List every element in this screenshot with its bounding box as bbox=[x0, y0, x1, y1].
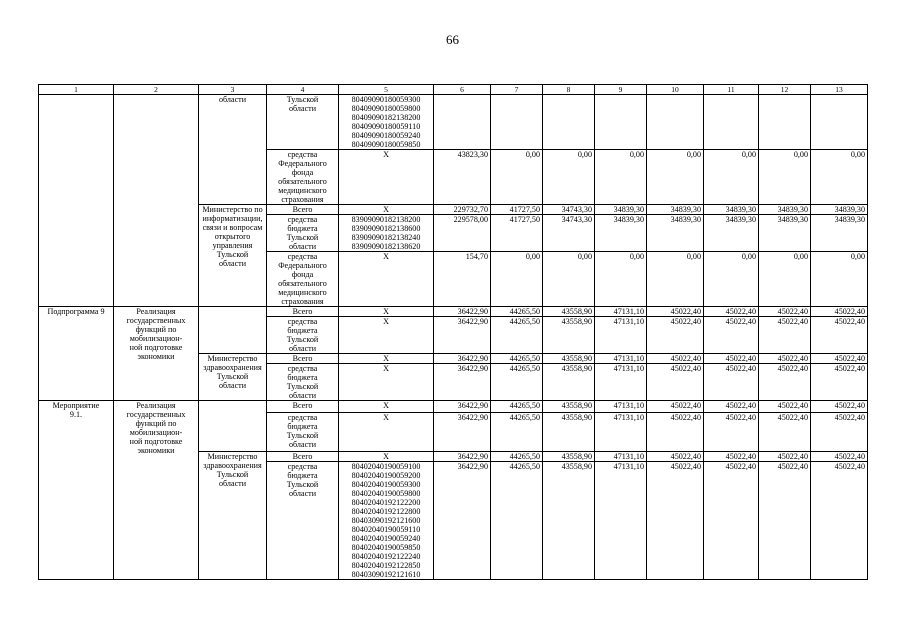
value-cell: 45022,40 bbox=[647, 307, 704, 317]
value-cell: 43558,90 bbox=[543, 462, 595, 580]
value-cell: 34839,30 bbox=[811, 205, 868, 215]
value-cell: 45022,40 bbox=[759, 317, 811, 354]
value-cell: 47131,10 bbox=[595, 401, 647, 413]
value-cell: 45022,40 bbox=[647, 364, 704, 401]
col-header: 2 bbox=[114, 85, 199, 95]
value-cell: 154,70 bbox=[434, 252, 491, 307]
kbk-cell: 83909090182138200 83909090182138600 83909090182138240 83909090182138620 bbox=[339, 215, 434, 252]
value-cell: 34743,30 bbox=[543, 215, 595, 252]
value-cell: 34839,30 bbox=[595, 215, 647, 252]
value-cell: 44265,50 bbox=[491, 452, 543, 462]
name-cell bbox=[114, 95, 199, 307]
source-cell: средства бюджета Тульской области bbox=[267, 413, 339, 452]
value-cell: 45022,40 bbox=[704, 452, 759, 462]
value-cell: 229578,00 bbox=[434, 215, 491, 252]
value-cell: 45022,40 bbox=[811, 401, 868, 413]
kbk-cell: X bbox=[339, 252, 434, 307]
value-cell: 36422,90 bbox=[434, 452, 491, 462]
program-cell: Мероприятие 9.1. bbox=[39, 401, 114, 580]
value-cell bbox=[491, 95, 543, 150]
value-cell: 34839,30 bbox=[759, 205, 811, 215]
col-header: 10 bbox=[647, 85, 704, 95]
value-cell: 44265,50 bbox=[491, 307, 543, 317]
value-cell: 43558,90 bbox=[543, 413, 595, 452]
source-cell: средства бюджета Тульской области bbox=[267, 462, 339, 580]
value-cell: 45022,40 bbox=[759, 364, 811, 401]
value-cell: 45022,40 bbox=[704, 317, 759, 354]
value-cell: 229732,70 bbox=[434, 205, 491, 215]
program-cell: Подпрограмма 9 bbox=[39, 307, 114, 401]
value-cell: 47131,10 bbox=[595, 307, 647, 317]
kbk-cell: X bbox=[339, 205, 434, 215]
value-cell: 45022,40 bbox=[811, 307, 868, 317]
value-cell: 45022,40 bbox=[647, 354, 704, 364]
value-cell: 45022,40 bbox=[647, 317, 704, 354]
source-cell: Всего bbox=[267, 354, 339, 364]
col-header: 13 bbox=[811, 85, 868, 95]
executor-cell: Министерство здравоохранения Тульской области bbox=[199, 452, 267, 580]
value-cell: 45022,40 bbox=[811, 462, 868, 580]
kbk-cell: 80409090180059300 80409090180059800 80409090182138200 80409090180059110 80409090180059240 80409090180059850 bbox=[339, 95, 434, 150]
value-cell bbox=[647, 95, 704, 150]
value-cell: 34839,30 bbox=[647, 205, 704, 215]
value-cell: 45022,40 bbox=[759, 354, 811, 364]
value-cell: 41727,50 bbox=[491, 205, 543, 215]
value-cell: 45022,40 bbox=[811, 452, 868, 462]
value-cell: 36422,90 bbox=[434, 307, 491, 317]
table-row bbox=[39, 401, 868, 413]
value-cell: 0,00 bbox=[491, 252, 543, 307]
value-cell: 45022,40 bbox=[647, 401, 704, 413]
table-row bbox=[39, 307, 868, 317]
value-cell: 34743,30 bbox=[543, 205, 595, 215]
value-cell bbox=[704, 95, 759, 150]
executor-cell bbox=[199, 307, 267, 354]
value-cell: 43558,90 bbox=[543, 364, 595, 401]
value-cell: 0,00 bbox=[704, 150, 759, 205]
value-cell: 0,00 bbox=[543, 150, 595, 205]
value-cell: 36422,90 bbox=[434, 354, 491, 364]
value-cell: 0,00 bbox=[704, 252, 759, 307]
col-header: 6 bbox=[434, 85, 491, 95]
source-cell: средства Федерального фонда обязательного медицинского страхования bbox=[267, 252, 339, 307]
value-cell: 0,00 bbox=[543, 252, 595, 307]
col-header: 5 bbox=[339, 85, 434, 95]
value-cell bbox=[434, 95, 491, 150]
kbk-cell: X bbox=[339, 354, 434, 364]
value-cell: 44265,50 bbox=[491, 317, 543, 354]
value-cell: 47131,10 bbox=[595, 317, 647, 354]
value-cell: 45022,40 bbox=[704, 364, 759, 401]
col-header: 4 bbox=[267, 85, 339, 95]
value-cell: 34839,30 bbox=[759, 215, 811, 252]
program-cell bbox=[39, 95, 114, 307]
value-cell: 44265,50 bbox=[491, 401, 543, 413]
kbk-cell: X bbox=[339, 150, 434, 205]
col-header: 1 bbox=[39, 85, 114, 95]
value-cell: 45022,40 bbox=[811, 354, 868, 364]
col-header: 11 bbox=[704, 85, 759, 95]
value-cell: 0,00 bbox=[759, 252, 811, 307]
executor-cell: Министерство здравоохранения Тульской области bbox=[199, 354, 267, 401]
value-cell: 47131,10 bbox=[595, 354, 647, 364]
value-cell: 43558,90 bbox=[543, 401, 595, 413]
value-cell: 36422,90 bbox=[434, 364, 491, 401]
source-cell: Всего bbox=[267, 401, 339, 413]
source-cell: Всего bbox=[267, 307, 339, 317]
value-cell: 36422,90 bbox=[434, 401, 491, 413]
value-cell: 45022,40 bbox=[704, 413, 759, 452]
value-cell: 47131,10 bbox=[595, 364, 647, 401]
value-cell bbox=[759, 95, 811, 150]
value-cell: 44265,50 bbox=[491, 364, 543, 401]
value-cell: 45022,40 bbox=[647, 462, 704, 580]
budget-table bbox=[38, 84, 868, 580]
source-cell: Всего bbox=[267, 452, 339, 462]
name-cell: Реализация государственных функций по мобилизацион- ной подготовке экономики bbox=[114, 307, 199, 401]
value-cell: 45022,40 bbox=[759, 307, 811, 317]
value-cell: 44265,50 bbox=[491, 413, 543, 452]
value-cell: 34839,30 bbox=[647, 215, 704, 252]
value-cell: 0,00 bbox=[595, 252, 647, 307]
source-cell: средства бюджета Тульской области bbox=[267, 215, 339, 252]
value-cell: 45022,40 bbox=[704, 401, 759, 413]
value-cell: 44265,50 bbox=[491, 354, 543, 364]
source-cell: Тульской области bbox=[267, 95, 339, 150]
col-header: 9 bbox=[595, 85, 647, 95]
table-row bbox=[39, 95, 868, 150]
kbk-cell: X bbox=[339, 317, 434, 354]
col-header: 8 bbox=[543, 85, 595, 95]
value-cell: 36422,90 bbox=[434, 413, 491, 452]
value-cell: 0,00 bbox=[491, 150, 543, 205]
executor-cell: Министерство по информатизации, связи и вопросам открытого управления Тульской области bbox=[199, 205, 267, 307]
value-cell: 45022,40 bbox=[811, 413, 868, 452]
value-cell: 0,00 bbox=[811, 150, 868, 205]
source-cell: средства бюджета Тульской области bbox=[267, 364, 339, 401]
col-header: 12 bbox=[759, 85, 811, 95]
value-cell: 34839,30 bbox=[595, 205, 647, 215]
value-cell: 0,00 bbox=[811, 252, 868, 307]
value-cell: 43558,90 bbox=[543, 317, 595, 354]
value-cell: 34839,30 bbox=[704, 205, 759, 215]
page-number: 66 bbox=[446, 32, 459, 47]
source-cell: Всего bbox=[267, 205, 339, 215]
kbk-cell: X bbox=[339, 452, 434, 462]
value-cell bbox=[543, 95, 595, 150]
value-cell: 45022,40 bbox=[759, 452, 811, 462]
value-cell: 36422,90 bbox=[434, 317, 491, 354]
value-cell: 45022,40 bbox=[704, 462, 759, 580]
value-cell: 43558,90 bbox=[543, 307, 595, 317]
value-cell: 0,00 bbox=[647, 252, 704, 307]
value-cell: 45022,40 bbox=[704, 307, 759, 317]
value-cell: 47131,10 bbox=[595, 462, 647, 580]
value-cell: 45022,40 bbox=[811, 364, 868, 401]
value-cell: 34839,30 bbox=[704, 215, 759, 252]
executor-cell: области bbox=[199, 95, 267, 205]
executor-cell bbox=[199, 401, 267, 452]
value-cell: 43558,90 bbox=[543, 452, 595, 462]
value-cell: 36422,90 bbox=[434, 462, 491, 580]
value-cell: 45022,40 bbox=[704, 354, 759, 364]
value-cell: 44265,50 bbox=[491, 462, 543, 580]
value-cell: 34839,30 bbox=[811, 215, 868, 252]
kbk-cell: X bbox=[339, 364, 434, 401]
value-cell: 45022,40 bbox=[647, 413, 704, 452]
header-row bbox=[39, 85, 868, 95]
value-cell: 0,00 bbox=[595, 150, 647, 205]
value-cell: 45022,40 bbox=[811, 317, 868, 354]
source-cell: средства бюджета Тульской области bbox=[267, 317, 339, 354]
value-cell: 43823,30 bbox=[434, 150, 491, 205]
name-cell: Реализация государственных функций по мобилизацион- ной подготовке экономики bbox=[114, 401, 199, 580]
kbk-cell: X bbox=[339, 401, 434, 413]
kbk-cell: X bbox=[339, 413, 434, 452]
source-cell: средства Федерального фонда обязательного медицинского страхования bbox=[267, 150, 339, 205]
value-cell: 45022,40 bbox=[647, 452, 704, 462]
value-cell: 0,00 bbox=[759, 150, 811, 205]
value-cell: 43558,90 bbox=[543, 354, 595, 364]
value-cell: 47131,10 bbox=[595, 413, 647, 452]
kbk-cell: X bbox=[339, 307, 434, 317]
kbk-cell: 80402040190059100 80402040190059200 80402040190059300 80402040190059800 80402040192122200 80402040192122800 80403090192121600 80402040190059110 80402040190059240 80402040190059850 80402040192122240 80402040192122850 80403090192121610 bbox=[339, 462, 434, 580]
value-cell bbox=[595, 95, 647, 150]
value-cell: 47131,10 bbox=[595, 452, 647, 462]
value-cell: 41727,50 bbox=[491, 215, 543, 252]
value-cell: 45022,40 bbox=[759, 401, 811, 413]
col-header: 7 bbox=[491, 85, 543, 95]
col-header: 3 bbox=[199, 85, 267, 95]
value-cell: 45022,40 bbox=[759, 413, 811, 452]
value-cell: 45022,40 bbox=[759, 462, 811, 580]
value-cell bbox=[811, 95, 868, 150]
value-cell: 0,00 bbox=[647, 150, 704, 205]
